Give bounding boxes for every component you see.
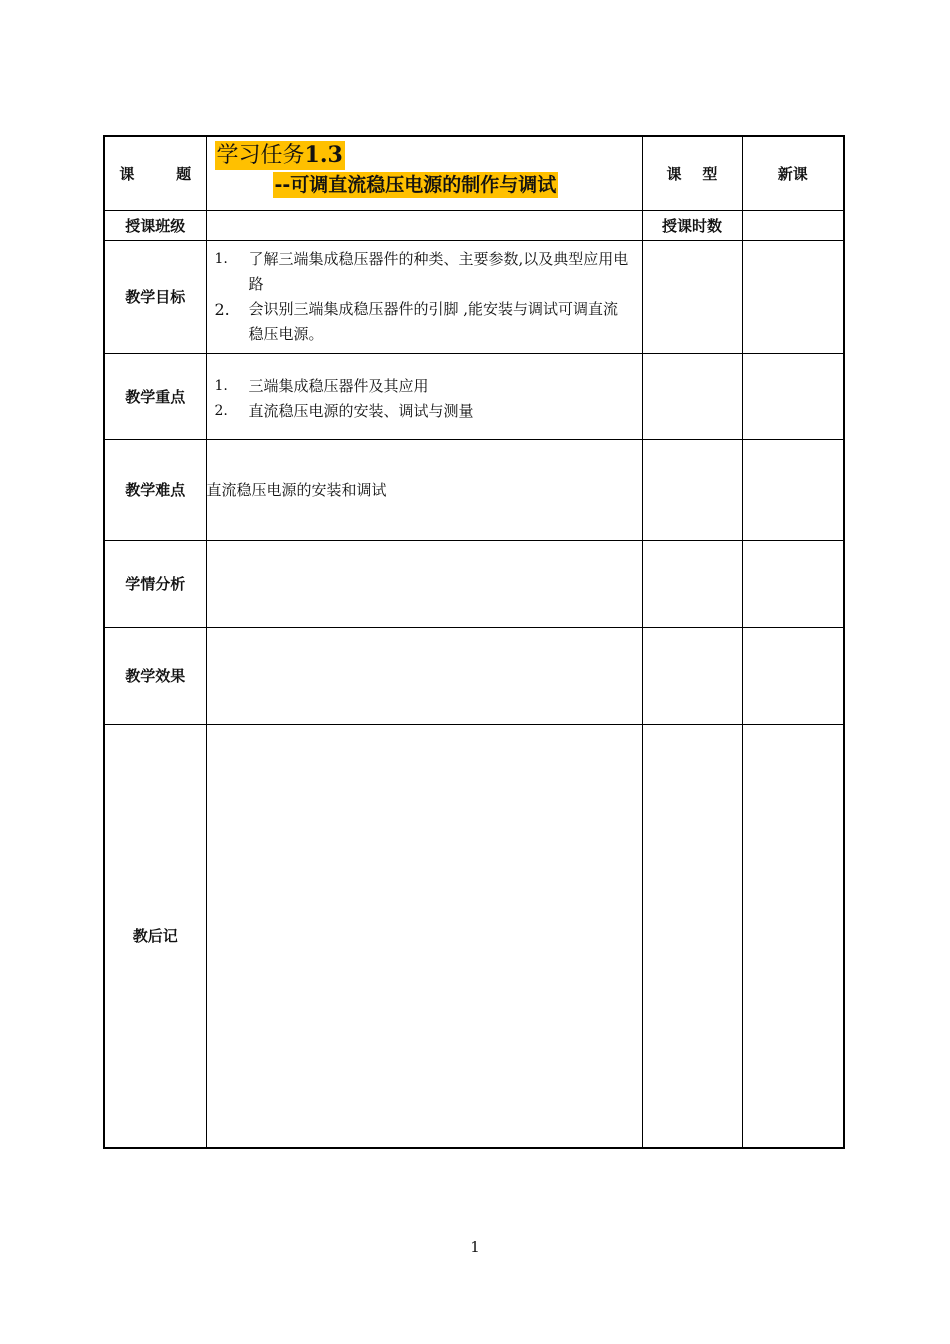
topic-label: 课 题 <box>104 136 206 210</box>
item-number: 2. <box>214 299 230 319</box>
effect-label: 教学效果 <box>104 627 206 724</box>
title-text: 学习任务 <box>216 143 305 168</box>
hours-value <box>742 210 844 240</box>
class-row <box>104 210 844 240</box>
difficulties-label: 教学难点 <box>104 439 206 540</box>
title-number: 1.3 <box>304 142 343 168</box>
effect-content <box>206 627 642 724</box>
analysis-content <box>206 540 642 627</box>
key-points-extra-2 <box>742 353 844 439</box>
objectives-extra-2 <box>742 240 844 353</box>
analysis-extra-2 <box>742 540 844 627</box>
analysis-label: 学情分析 <box>104 540 206 627</box>
item-number: 1. <box>214 250 228 267</box>
effect-extra-1 <box>642 627 742 724</box>
lesson-title-line1 <box>215 141 345 170</box>
objectives-list <box>207 243 642 351</box>
item-number: 1. <box>214 377 228 394</box>
page-number: 1 <box>470 1238 480 1256</box>
reflection-extra-2 <box>742 724 844 1148</box>
type-value: 新课 <box>742 136 844 210</box>
difficulties-row <box>104 439 844 540</box>
list-item <box>215 247 632 297</box>
key-points-extra-1 <box>642 353 742 439</box>
objectives-row <box>104 240 844 353</box>
hours-label: 授课时数 <box>642 210 742 240</box>
difficulties-extra-1 <box>642 439 742 540</box>
item-text: 三端集成稳压器件及其应用 <box>248 376 429 395</box>
objectives-extra-1 <box>642 240 742 353</box>
objectives-label: 教学目标 <box>104 240 206 353</box>
lesson-title-line2: --可调直流稳压电源的制作与调试 <box>274 174 557 196</box>
class-label: 授课班级 <box>104 210 206 240</box>
item-text: 直流稳压电源的安装、调试与测量 <box>248 401 474 420</box>
item-number: 2. <box>214 402 228 419</box>
reflection-row <box>104 724 844 1148</box>
effect-row <box>104 627 844 724</box>
difficulties-extra-2 <box>742 439 844 540</box>
effect-extra-2 <box>742 627 844 724</box>
key-points-list <box>207 354 642 428</box>
analysis-extra-1 <box>642 540 742 627</box>
header-row <box>104 136 844 210</box>
lesson-title-cell <box>206 136 642 210</box>
item-text: 会识别三端集成稳压器件的引脚 ,能安装与调试可调直流稳压电源。 <box>248 299 619 343</box>
analysis-row <box>104 540 844 627</box>
list-item <box>215 399 632 424</box>
list-item <box>215 297 632 347</box>
item-text: 了解三端集成稳压器件的种类、主要参数,以及典型应用电路 <box>248 249 629 293</box>
key-points-label: 教学重点 <box>104 353 206 439</box>
class-value <box>206 210 642 240</box>
type-label: 课 型 <box>642 136 742 210</box>
reflection-content <box>206 724 642 1148</box>
lesson-plan-table <box>103 135 845 1149</box>
difficulties-text: 直流稳压电源的安装和调试 <box>206 439 642 540</box>
objectives-content <box>206 240 642 353</box>
key-points-content <box>206 353 642 439</box>
reflection-label: 教后记 <box>104 724 206 1148</box>
key-points-row <box>104 353 844 439</box>
reflection-extra-1 <box>642 724 742 1148</box>
list-item <box>215 374 632 399</box>
